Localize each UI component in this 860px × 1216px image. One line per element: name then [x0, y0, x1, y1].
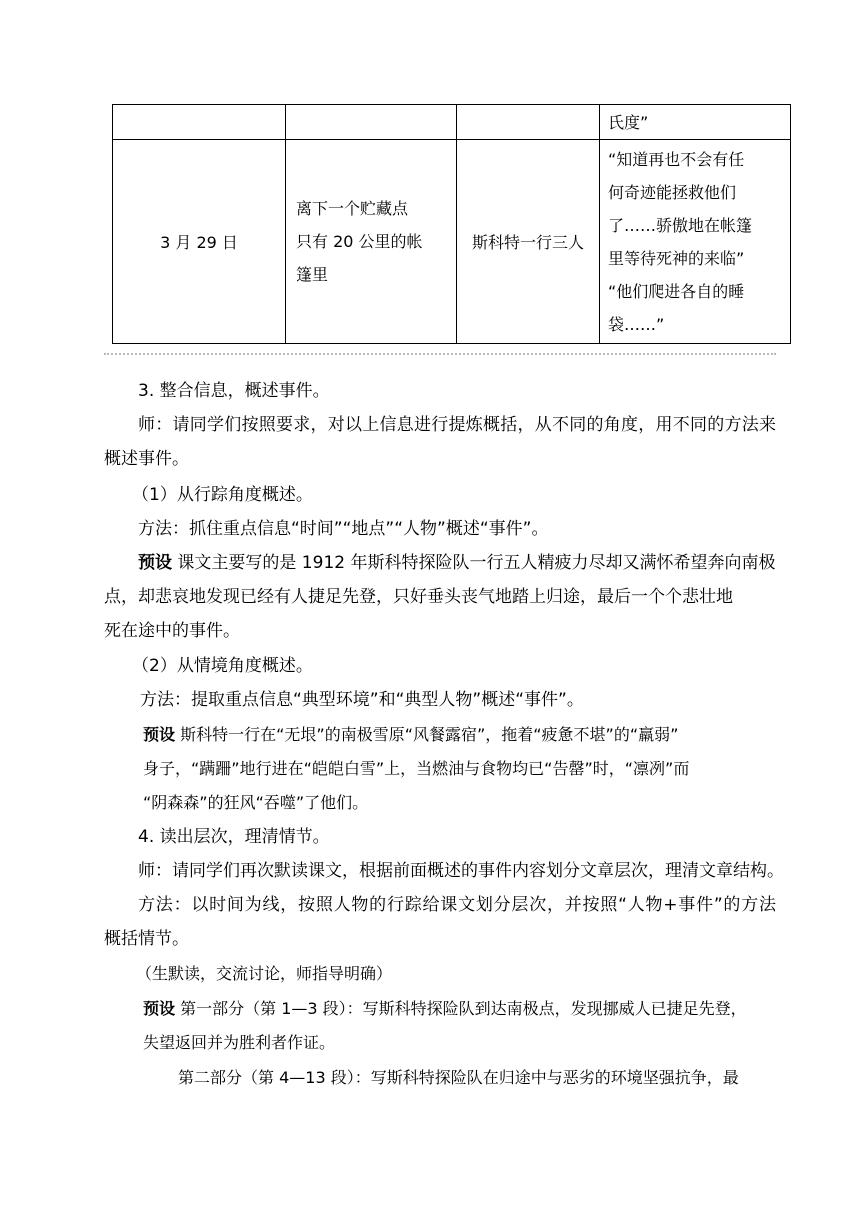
- expedition-table: [112, 104, 791, 344]
- subsection-heading: （2）从情境角度概述。: [132, 656, 313, 676]
- table-cell-date: 3 月 29 日: [113, 140, 286, 344]
- preset-line: “阴森森”的狂风“吞噬”了他们。: [143, 793, 369, 812]
- table-cell-date: [113, 105, 286, 140]
- method-line: 概括情节。: [104, 929, 189, 949]
- table-cell-quote: [600, 105, 791, 140]
- preset-line: 死在途中的事件。: [104, 621, 240, 641]
- teacher-line: 师：请同学们再次默读课文，根据前面概述的事件内容划分文章层次，理清文章结构。: [138, 861, 784, 881]
- preset-line: [143, 724, 678, 746]
- note-line: （生默读，交流讨论，师指导明确）: [136, 964, 393, 983]
- method-line: 方法：以时间为线，按照人物的行踪给课文划分层次，并按照“人物+事件”的方法: [138, 895, 776, 915]
- method-line: 方法：提取重点信息“典型环境”和“典型人物”概述“事件”。: [140, 690, 584, 710]
- table-cell-place: [286, 140, 457, 344]
- method-line: 方法：抓住重点信息“时间”“地点”“人物”概述“事件”。: [138, 519, 549, 539]
- quote-line: 里等待死神的来临”: [608, 248, 745, 268]
- preset-text: 第一部分（第 1—3 段）：写斯科特探险队到达南极点，发现挪威人已捷足先登，: [180, 999, 747, 1018]
- table-cell-place: [286, 105, 457, 140]
- table-cell-people: 斯科特一行三人: [457, 140, 600, 344]
- quote-line: 何奇迹能拯救他们: [608, 182, 737, 202]
- preset-text: 课文主要写的是 1912 年斯科特探险队一行五人精疲力尽却又满怀希望奔向南极: [177, 553, 776, 573]
- part-line: 第二部分（第 4—13 段）：写斯科特探险队在归途中与恶劣的环境坚强抗争，最: [178, 1068, 739, 1087]
- subsection-heading: （1）从行踪角度概述。: [132, 485, 313, 505]
- table-row: [113, 140, 791, 344]
- quote-line: 了……骄傲地在帐篷: [608, 215, 753, 235]
- dotted-separator: [104, 353, 776, 355]
- preset-line: 身子，“蹒跚”地行进在“皑皑白雪”上，当燃油与食物均已“告罄”时，“凛冽”而: [143, 759, 690, 778]
- quote-line: 氏度”: [608, 112, 649, 132]
- preset-line: 失望返回并为胜利者作证。: [143, 1033, 336, 1052]
- place-line: 离下一个贮藏点: [296, 199, 409, 218]
- teacher-line: 概述事件。: [104, 449, 189, 469]
- quote-line: “知道再也不会有任: [608, 149, 745, 169]
- section-heading: 3. 整合信息，概述事件。: [138, 381, 330, 401]
- teacher-line: 师：请同学们按照要求，对以上信息进行提炼概括，从不同的角度，用不同的方法来: [138, 415, 776, 435]
- section-heading: 4. 读出层次，理清情节。: [138, 827, 330, 847]
- preset-label: 预设: [138, 553, 172, 573]
- preset-label: 预设: [143, 725, 176, 744]
- preset-label: 预设: [143, 999, 176, 1018]
- table-cell-quote: [600, 140, 791, 344]
- table-row: [113, 105, 791, 140]
- preset-line: [138, 552, 775, 574]
- quote-line: “他们爬进各自的睡: [608, 281, 745, 301]
- place-line: 只有 20 公里的帐: [296, 232, 423, 251]
- quote-line: 袋……”: [608, 314, 665, 334]
- preset-line: [143, 998, 747, 1020]
- table-cell-people: [457, 105, 600, 140]
- preset-line: 点，却悲哀地发现已经有人捷足先登，只好垂头丧气地踏上归途，最后一个个悲壮地: [104, 587, 733, 607]
- preset-text: 斯科特一行在“无垠”的南极雪原“风餐露宿”，拖着“疲惫不堪”的“羸弱”: [180, 725, 679, 744]
- place-line: 篷里: [296, 265, 329, 284]
